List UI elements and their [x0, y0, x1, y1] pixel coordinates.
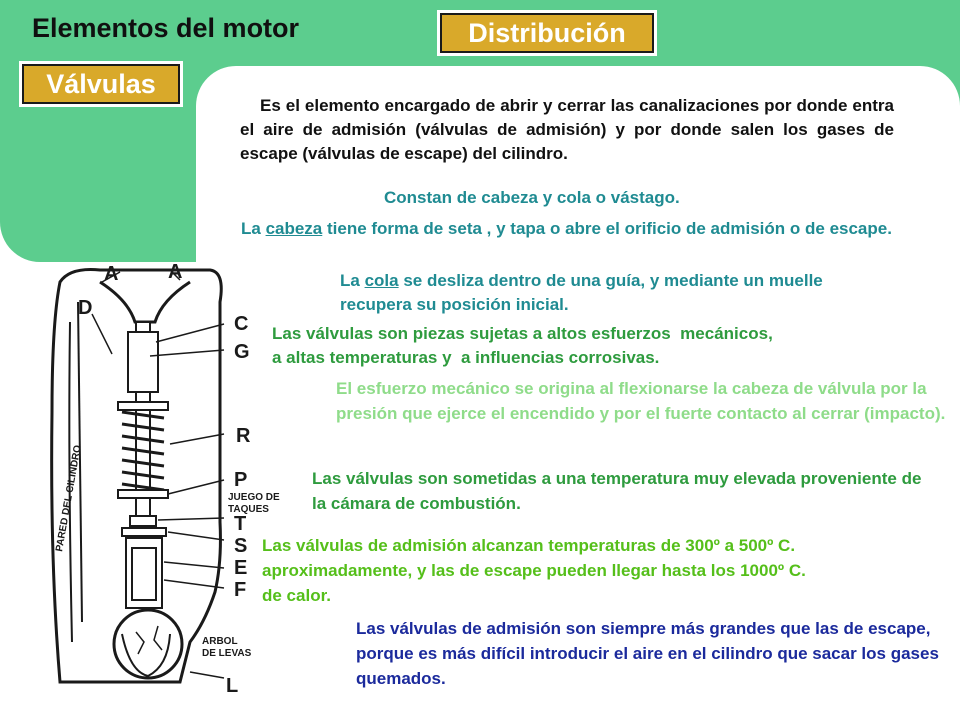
- label-t: T: [234, 513, 247, 535]
- head-word: cabeza: [265, 219, 323, 238]
- parts-paragraph: Constan de cabeza y cola o vástago.: [384, 188, 680, 207]
- tail-text-pre: La: [340, 271, 365, 290]
- label-juego-line2: TAQUES: [228, 504, 269, 515]
- label-f: F: [234, 579, 247, 601]
- label-l: L: [226, 675, 239, 697]
- mechanical-paragraph: El esfuerzo mecánico se origina al flexionarse la cabeza de válvula por la presión que ejerce el encendido y por el fuerte contacto al cerrar (impacto).: [336, 379, 946, 423]
- valve-diagram: [40, 262, 300, 720]
- head-paragraph: [241, 217, 931, 241]
- temperature-paragraph: Las válvulas son sometidas a una temperatura muy elevada proveniente de la cámara de combustión.: [312, 469, 922, 513]
- tail-word: cola: [364, 271, 399, 290]
- head-text-pre: La: [241, 219, 266, 238]
- temps-paragraph-line2: aproximadamente, y las de escape pueden llegar hasta los 1000º C.: [262, 561, 806, 580]
- label-a-right: A: [168, 262, 183, 283]
- label-s: S: [234, 535, 248, 557]
- label-c: C: [234, 313, 249, 335]
- size-paragraph: Las válvulas de admisión son siempre más grandes que las de escape, porque es más difícil introducir el aire en el cilindro que sacar los gases quemados.: [356, 619, 939, 688]
- intro-paragraph: Es el elemento encargado de abrir y cerrar las canalizaciones por donde entra el aire de admisión (válvulas de admisión) y por donde salen los gases de escape (válvulas de escape) del cilindro.: [240, 96, 894, 163]
- label-juego-line1: JUEGO DE: [228, 492, 280, 503]
- label-a-left: A: [104, 263, 119, 285]
- label-e: E: [234, 557, 248, 579]
- label-arbol-line2: DE LEVAS: [202, 648, 252, 659]
- tail-paragraph: [340, 269, 880, 317]
- label-g: G: [234, 341, 250, 363]
- subsection-title-box: Válvulas: [22, 64, 180, 104]
- temps-paragraph-line1: Las válvulas de admisión alcanzan temperaturas de 300º a 500º C.: [262, 536, 796, 555]
- label-r: R: [236, 425, 251, 447]
- stress-paragraph-line1: Las válvulas son piezas sujetas a altos esfuerzos mecánicos,: [272, 324, 773, 343]
- tail-text-post: se desliza dentro de una guía, y mediante un muelle recupera su posición inicial.: [340, 271, 823, 314]
- label-d: D: [78, 297, 93, 319]
- temps-paragraph-line3: de calor.: [262, 586, 331, 605]
- head-text-post: tiene forma de seta , y tapa o abre el orificio de admisión o de escape.: [322, 219, 892, 238]
- page-title: Elementos del motor: [32, 13, 300, 43]
- stress-paragraph-line2: a altas temperaturas y a influencias corrosivas.: [272, 348, 660, 367]
- label-pared-cilindro: PARED DEL CILINDRO: [54, 444, 84, 553]
- label-arbol-line1: ARBOL: [202, 636, 238, 647]
- label-p: P: [234, 469, 248, 491]
- section-title-box: Distribución: [440, 13, 654, 53]
